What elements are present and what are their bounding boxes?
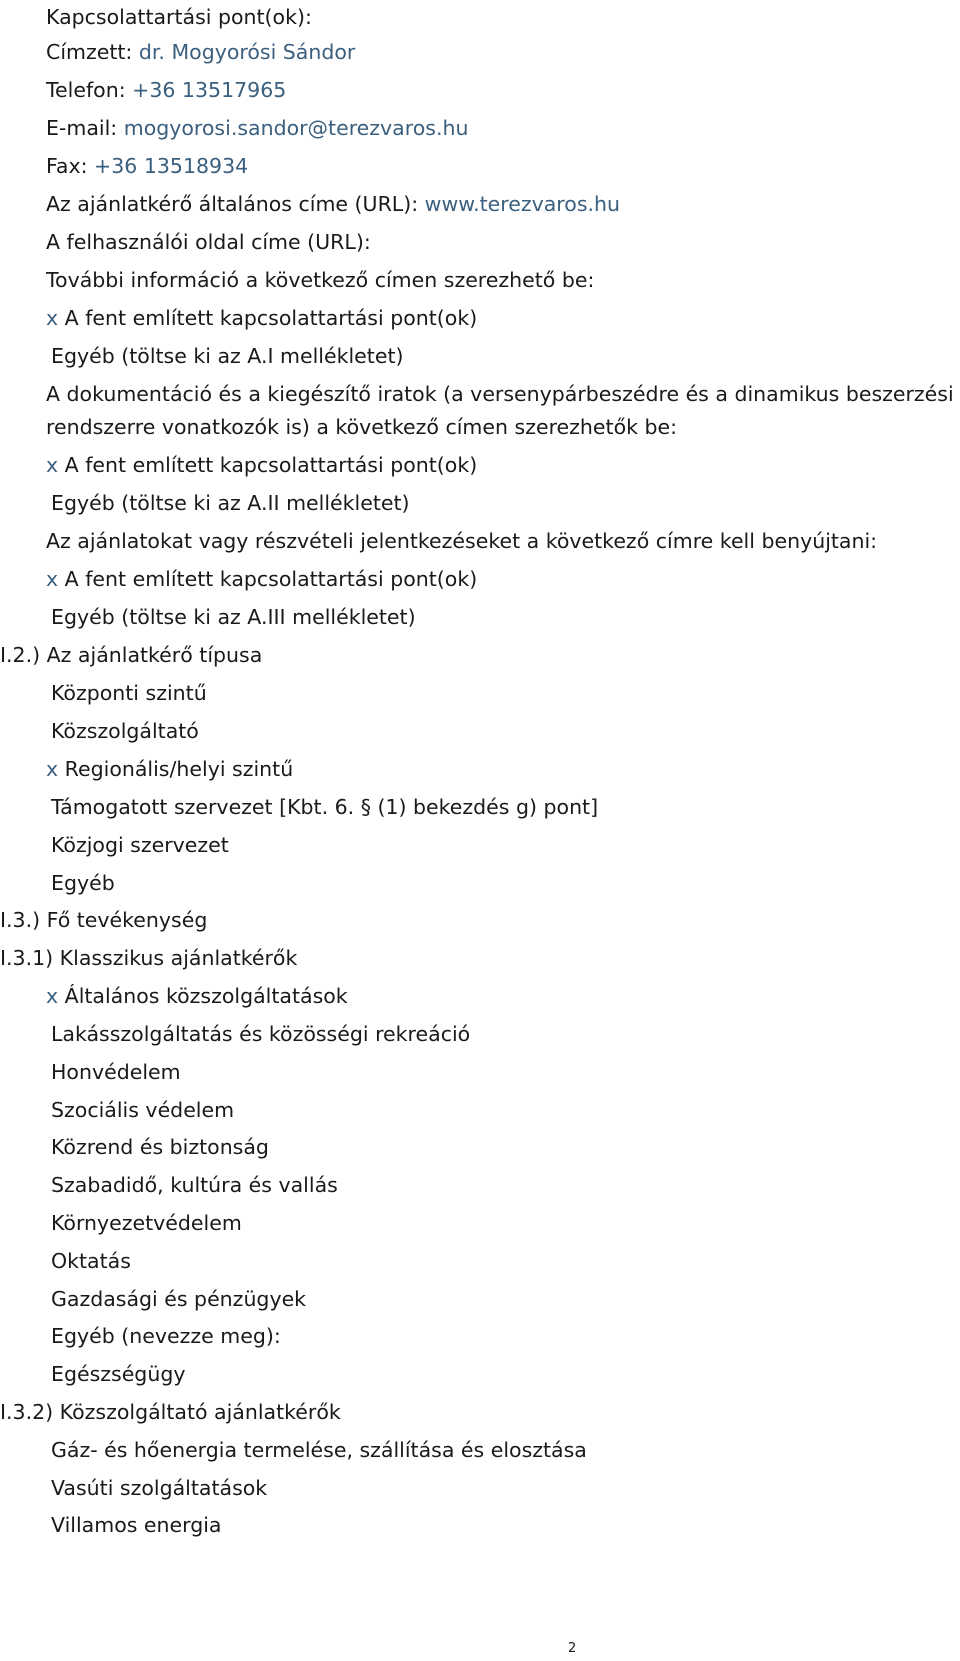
contact-heading	[46, 3, 312, 31]
buyer-type-central-label: Központi szintű	[51, 681, 207, 705]
fax-row	[46, 152, 248, 180]
activity-education-label: Oktatás	[51, 1249, 131, 1273]
activity-recreation-label: Szabadidő, kultúra és vallás	[51, 1173, 338, 1197]
activity-option	[51, 1096, 234, 1124]
checked-x-mark: x	[46, 757, 59, 781]
documents-question-line1	[46, 380, 954, 408]
buyer-profile-label: A felhasználói oldal címe (URL):	[46, 230, 371, 254]
activity-option	[51, 1171, 338, 1199]
activity-public-order-label: Közrend és biztonság	[51, 1135, 269, 1159]
checked-x-mark: x	[46, 306, 59, 330]
section-1-3-1-heading	[0, 944, 297, 972]
phone-row	[46, 76, 286, 104]
buyer-type-option	[51, 831, 229, 859]
buyer-type-option	[51, 793, 598, 821]
documents-option-other-label: Egyéb (töltse ki az A.II mellékletet)	[51, 491, 410, 515]
url-label: Az ajánlatkérő általános címe (URL):	[46, 192, 419, 216]
checked-x-mark: x	[46, 453, 59, 477]
activity-option	[46, 982, 348, 1010]
section-1-3-2-heading-text: I.3.2) Közszolgáltató ajánlatkérők	[0, 1400, 341, 1424]
section-1-3-heading-text: I.3.) Fő tevékenység	[0, 908, 208, 932]
documents-option-contact	[46, 451, 477, 479]
activity-option	[51, 1322, 281, 1350]
section-1-3-1-heading-text: I.3.1) Klasszikus ajánlatkérők	[0, 946, 298, 970]
activity-option	[51, 1058, 181, 1086]
utility-railway-label: Vasúti szolgáltatások	[51, 1476, 268, 1500]
phone-label: Telefon:	[46, 78, 126, 102]
utility-activity-option	[51, 1474, 267, 1502]
submission-option-other	[51, 603, 416, 631]
fax-value: +36 13518934	[94, 154, 249, 178]
submission-question-text: Az ajánlatokat vagy részvételi jelentkezéseket a következő címre kell benyújtani:	[46, 529, 878, 553]
activity-housing-label: Lakásszolgáltatás és közösségi rekreáció	[51, 1022, 471, 1046]
documents-question-line1-text: A dokumentáció és a kiegészítő iratok (a versenypárbeszédre és a dinamikus beszerzési	[46, 382, 954, 406]
submission-option-other-label: Egyéb (töltse ki az A.III mellékletet)	[51, 605, 416, 629]
activity-health-label: Egészségügy	[51, 1362, 186, 1386]
recipient-value: dr. Mogyorósi Sándor	[138, 40, 356, 64]
further-info-option-other-label: Egyéb (töltse ki az A.I mellékletet)	[51, 344, 404, 368]
url-link[interactable]: www.terezvaros.hu	[424, 192, 621, 216]
buyer-type-option	[51, 869, 115, 897]
buyer-profile-row	[46, 228, 371, 256]
utility-activity-option	[51, 1511, 222, 1539]
contact-heading-text: Kapcsolattartási pont(ok):	[46, 5, 312, 29]
activity-environment-label: Környezetvédelem	[51, 1211, 242, 1235]
documents-option-other	[51, 489, 410, 517]
buyer-type-public-law-label: Közjogi szervezet	[51, 833, 229, 857]
documents-question-line2-text: rendszerre vonatkozók is) a következő címen szerezhetők be:	[46, 415, 678, 439]
submission-question	[46, 527, 877, 555]
activity-option	[51, 1285, 306, 1313]
activity-other-label: Egyéb (nevezze meg):	[51, 1324, 281, 1348]
utility-gas-heat-label: Gáz- és hőenergia termelése, szállítása és elosztása	[51, 1438, 587, 1462]
buyer-type-subsidised-label: Támogatott szervezet [Kbt. 6. § (1) bekezdés g) pont]	[51, 795, 599, 819]
activity-option	[51, 1209, 242, 1237]
documents-question-line2	[46, 413, 677, 441]
email-link[interactable]: mogyorosi.sandor@terezvaros.hu	[123, 116, 469, 140]
activity-option	[51, 1133, 269, 1161]
submission-option-contact	[46, 565, 477, 593]
buyer-type-option	[51, 717, 199, 745]
section-1-2-heading-text: I.2.) Az ajánlatkérő típusa	[0, 643, 263, 667]
buyer-type-utility-label: Közszolgáltató	[51, 719, 199, 743]
further-info-option-contact	[46, 304, 477, 332]
further-info-question	[46, 266, 594, 294]
activity-option	[51, 1020, 470, 1048]
documents-option-contact-label: A fent említett kapcsolattartási pont(ok)	[64, 453, 478, 477]
phone-value: +36 13517965	[132, 78, 287, 102]
email-label: E-mail:	[46, 116, 118, 140]
recipient-row	[46, 38, 355, 66]
activity-economic-label: Gazdasági és pénzügyek	[51, 1287, 307, 1311]
further-info-option-other	[51, 342, 403, 370]
activity-option	[51, 1360, 185, 1388]
buyer-type-other-label: Egyéb	[51, 871, 115, 895]
activity-defence-label: Honvédelem	[51, 1060, 181, 1084]
buyer-type-regional-label: Regionális/helyi szintű	[64, 757, 294, 781]
section-1-3-heading	[0, 906, 207, 934]
activity-general-public-services-label: Általános közszolgáltatások	[64, 984, 348, 1008]
checked-x-mark: x	[46, 567, 59, 591]
url-row	[46, 190, 620, 218]
activity-social-protection-label: Szociális védelem	[51, 1098, 235, 1122]
checked-x-mark: x	[46, 984, 59, 1008]
page-number: 2	[568, 1641, 577, 1656]
further-info-question-text: További információ a következő címen szerezhető be:	[46, 268, 595, 292]
recipient-label: Címzett:	[46, 40, 133, 64]
buyer-type-option	[46, 755, 293, 783]
further-info-option-contact-label: A fent említett kapcsolattartási pont(ok)	[64, 306, 478, 330]
fax-label: Fax:	[46, 154, 88, 178]
activity-option	[51, 1247, 131, 1275]
section-1-2-heading	[0, 641, 262, 669]
section-1-3-2-heading	[0, 1398, 341, 1426]
utility-activity-option	[51, 1436, 587, 1464]
email-row	[46, 114, 468, 142]
submission-option-contact-label: A fent említett kapcsolattartási pont(ok)	[64, 567, 478, 591]
buyer-type-option	[51, 679, 207, 707]
utility-electricity-label: Villamos energia	[51, 1513, 222, 1537]
